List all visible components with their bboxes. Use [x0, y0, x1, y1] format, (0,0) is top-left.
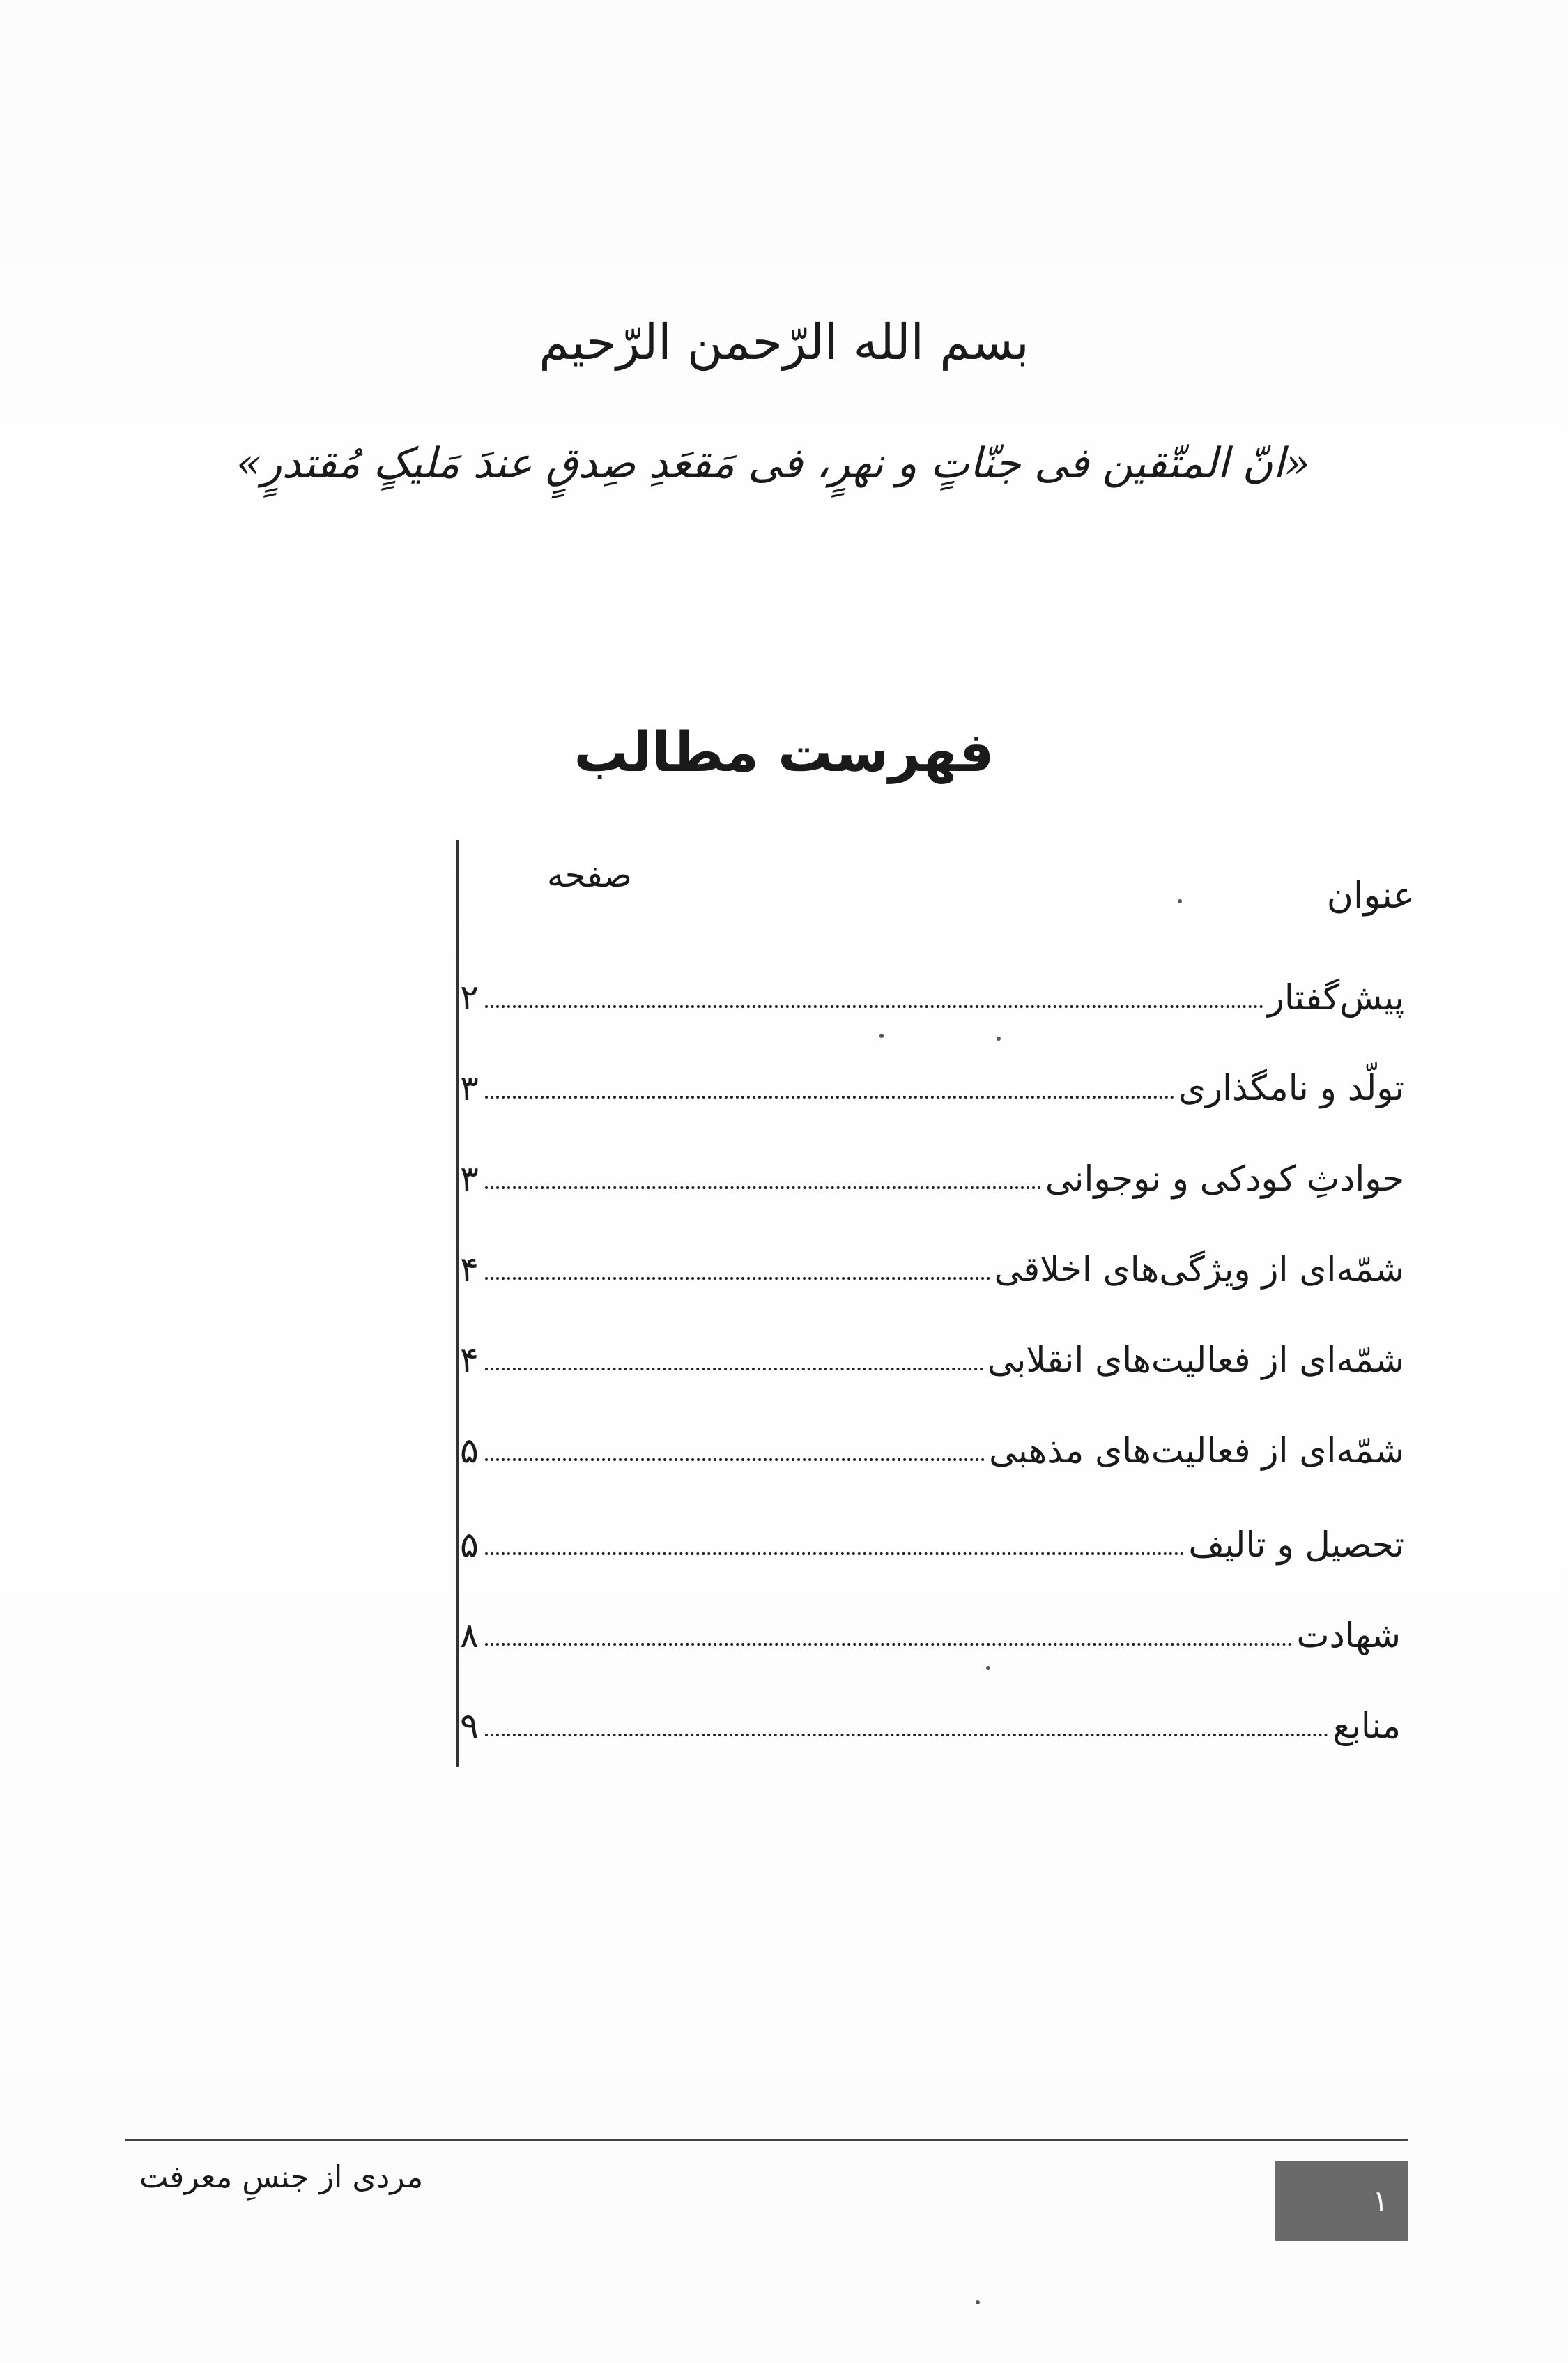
toc-entry-page: ۵: [460, 1430, 479, 1471]
toc-leader-dots: [485, 1186, 1041, 1189]
quran-verse: «انّ المتّقین فی جنّاتٍ و نهرٍ، فی مَقعَدِ صِدقٍ عندَ مَلیکٍ مُقتدرٍ»: [236, 439, 1310, 488]
toc-entry-label: شهادت: [1296, 1615, 1401, 1655]
toc-leader-dots: [485, 1368, 983, 1370]
toc-entry-label: شمّه‌ای از فعالیت‌های انقلابی: [987, 1340, 1404, 1380]
toc-row: [460, 1324, 1404, 1380]
toc-entry-label: تولّد و نامگذاری: [1178, 1068, 1404, 1108]
toc-leader-dots: [485, 1458, 985, 1461]
toc-column-page-header: صفحه: [547, 856, 632, 895]
scan-speck: [976, 2300, 980, 2304]
toc-row: [460, 1053, 1404, 1108]
page-number: ۱: [1372, 2184, 1388, 2218]
toc-title: فهرست مطالب: [574, 721, 994, 784]
toc-entry-page: ۳: [460, 1068, 479, 1108]
toc-entry-label: شمّه‌ای از فعالیت‌های مذهبی: [989, 1430, 1404, 1471]
scan-speck: [879, 1034, 884, 1038]
bismillah-heading: بسم الله الرّحمن الرّحیم: [539, 314, 1029, 371]
toc-leader-dots: [485, 1277, 990, 1280]
footer-book-title: مردی از جنسِ معرفت: [139, 2159, 424, 2195]
toc-entry-page: ۳: [460, 1158, 479, 1199]
toc-leader-dots: [485, 1643, 1292, 1646]
toc-entry-page: ۸: [460, 1615, 479, 1655]
scan-speck: [997, 1037, 1001, 1041]
toc-entry-page: ۲: [460, 977, 479, 1018]
toc-entry-label: منابع: [1332, 1706, 1401, 1746]
toc-row: [460, 1234, 1404, 1290]
toc-row: [460, 1509, 1404, 1565]
toc-entry-label: حوادثِ کودکی و نوجوانی: [1045, 1158, 1404, 1199]
toc-row: [460, 1690, 1401, 1746]
page-number-box: [1275, 2161, 1408, 2241]
toc-entry-page: ۴: [460, 1340, 479, 1380]
toc-entry-label: تحصیل و تالیف: [1188, 1524, 1404, 1565]
toc-entry-label: شمّه‌ای از ویژگی‌های اخلاقی: [994, 1249, 1404, 1290]
toc-row: [460, 1600, 1401, 1655]
toc-entry-page: ۵: [460, 1524, 479, 1565]
toc-entry-page: ۹: [460, 1706, 479, 1746]
footer-rule: [125, 2139, 1408, 2141]
toc-leader-dots: [485, 1734, 1328, 1736]
toc-divider-line: [456, 840, 459, 1767]
toc-entry-page: ۴: [460, 1249, 479, 1290]
toc-row: [460, 1143, 1404, 1199]
toc-leader-dots: [485, 1096, 1174, 1099]
toc-leader-dots: [485, 1005, 1263, 1008]
toc-row: [460, 1415, 1404, 1471]
toc-leader-dots: [485, 1552, 1184, 1555]
toc-row: [460, 962, 1404, 1018]
toc-entry-label: پیش‌گفتار: [1267, 977, 1404, 1018]
toc-column-title-header: عنوان: [1326, 875, 1415, 917]
scan-speck: [1178, 899, 1182, 903]
scan-speck: [986, 1666, 990, 1670]
